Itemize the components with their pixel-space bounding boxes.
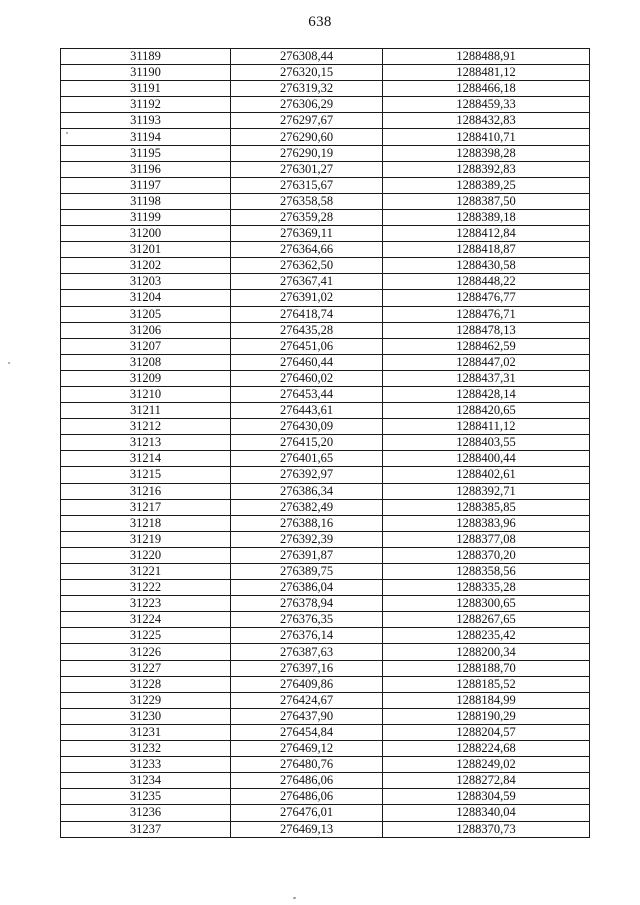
y-coordinate-cell: 1288249,02 <box>383 757 590 773</box>
point-number-cell: 31228 <box>61 676 231 692</box>
table-row <box>61 660 590 676</box>
table-row <box>61 81 590 97</box>
table-row <box>61 338 590 354</box>
x-coordinate-cell: 276392,39 <box>231 531 383 547</box>
y-coordinate-cell: 1288204,57 <box>383 724 590 740</box>
table-row <box>61 435 590 451</box>
table-row <box>61 177 590 193</box>
point-number-cell: 31202 <box>61 258 231 274</box>
point-number-cell: 31191 <box>61 81 231 97</box>
page-number: 638 <box>308 14 332 30</box>
point-number-cell: 31221 <box>61 564 231 580</box>
y-coordinate-cell: 1288358,56 <box>383 564 590 580</box>
point-number-cell: 31200 <box>61 226 231 242</box>
y-coordinate-cell: 1288402,61 <box>383 467 590 483</box>
point-number-cell: 31213 <box>61 435 231 451</box>
x-coordinate-cell: 276401,65 <box>231 451 383 467</box>
x-coordinate-cell: 276378,94 <box>231 596 383 612</box>
y-coordinate-cell: 1288383,96 <box>383 515 590 531</box>
y-coordinate-cell: 1288411,12 <box>383 419 590 435</box>
point-number-cell: 31198 <box>61 193 231 209</box>
point-number-cell: 31237 <box>61 821 231 837</box>
point-number-cell: 31225 <box>61 628 231 644</box>
table-row <box>61 531 590 547</box>
table-row <box>61 741 590 757</box>
table-row <box>61 258 590 274</box>
scan-speck <box>293 897 296 899</box>
table-row <box>61 773 590 789</box>
x-coordinate-cell: 276308,44 <box>231 49 383 65</box>
point-number-cell: 31209 <box>61 370 231 386</box>
point-number-cell: 31194 <box>61 129 231 145</box>
y-coordinate-cell: 1288200,34 <box>383 644 590 660</box>
point-number-cell: 31199 <box>61 209 231 225</box>
y-coordinate-cell: 1288398,28 <box>383 145 590 161</box>
table-row <box>61 612 590 628</box>
x-coordinate-cell: 276460,44 <box>231 354 383 370</box>
x-coordinate-cell: 276486,06 <box>231 773 383 789</box>
point-number-cell: 31224 <box>61 612 231 628</box>
table-row <box>61 274 590 290</box>
point-number-cell: 31208 <box>61 354 231 370</box>
table-row <box>61 322 590 338</box>
point-number-cell: 31227 <box>61 660 231 676</box>
x-coordinate-cell: 276486,06 <box>231 789 383 805</box>
x-coordinate-cell: 276306,29 <box>231 97 383 113</box>
y-coordinate-cell: 1288432,83 <box>383 113 590 129</box>
y-coordinate-cell: 1288459,33 <box>383 97 590 113</box>
table-row <box>61 580 590 596</box>
x-coordinate-cell: 276364,66 <box>231 242 383 258</box>
x-coordinate-cell: 276387,63 <box>231 644 383 660</box>
point-number-cell: 31195 <box>61 145 231 161</box>
y-coordinate-cell: 1288224,68 <box>383 741 590 757</box>
point-number-cell: 31189 <box>61 49 231 65</box>
table-row <box>61 354 590 370</box>
point-number-cell: 31205 <box>61 306 231 322</box>
y-coordinate-cell: 1288410,71 <box>383 129 590 145</box>
point-number-cell: 31215 <box>61 467 231 483</box>
y-coordinate-cell: 1288267,65 <box>383 612 590 628</box>
coordinates-table-body <box>61 49 590 838</box>
table-row <box>61 724 590 740</box>
y-coordinate-cell: 1288478,13 <box>383 322 590 338</box>
table-row <box>61 628 590 644</box>
table-row <box>61 129 590 145</box>
point-number-cell: 31190 <box>61 65 231 81</box>
table-row <box>61 306 590 322</box>
point-number-cell: 31204 <box>61 290 231 306</box>
y-coordinate-cell: 1288403,55 <box>383 435 590 451</box>
point-number-cell: 31220 <box>61 547 231 563</box>
table-row <box>61 708 590 724</box>
table-row <box>61 242 590 258</box>
x-coordinate-cell: 276319,32 <box>231 81 383 97</box>
y-coordinate-cell: 1288272,84 <box>383 773 590 789</box>
x-coordinate-cell: 276386,04 <box>231 580 383 596</box>
x-coordinate-cell: 276469,12 <box>231 741 383 757</box>
table-row <box>61 596 590 612</box>
y-coordinate-cell: 1288412,84 <box>383 226 590 242</box>
y-coordinate-cell: 1288300,65 <box>383 596 590 612</box>
x-coordinate-cell: 276290,19 <box>231 145 383 161</box>
table-row <box>61 290 590 306</box>
point-number-cell: 31226 <box>61 644 231 660</box>
y-coordinate-cell: 1288437,31 <box>383 370 590 386</box>
y-coordinate-cell: 1288466,18 <box>383 81 590 97</box>
y-coordinate-cell: 1288392,71 <box>383 483 590 499</box>
point-number-cell: 31222 <box>61 580 231 596</box>
y-coordinate-cell: 1288190,29 <box>383 708 590 724</box>
point-number-cell: 31232 <box>61 741 231 757</box>
x-coordinate-cell: 276367,41 <box>231 274 383 290</box>
x-coordinate-cell: 276437,90 <box>231 708 383 724</box>
x-coordinate-cell: 276388,16 <box>231 515 383 531</box>
x-coordinate-cell: 276392,97 <box>231 467 383 483</box>
point-number-cell: 31218 <box>61 515 231 531</box>
coordinates-table <box>60 48 590 838</box>
y-coordinate-cell: 1288392,83 <box>383 161 590 177</box>
table-row <box>61 386 590 402</box>
point-number-cell: 31197 <box>61 177 231 193</box>
table-row <box>61 209 590 225</box>
point-number-cell: 31193 <box>61 113 231 129</box>
x-coordinate-cell: 276454,84 <box>231 724 383 740</box>
y-coordinate-cell: 1288400,44 <box>383 451 590 467</box>
table-row <box>61 193 590 209</box>
point-number-cell: 31210 <box>61 386 231 402</box>
y-coordinate-cell: 1288428,14 <box>383 386 590 402</box>
x-coordinate-cell: 276389,75 <box>231 564 383 580</box>
point-number-cell: 31233 <box>61 757 231 773</box>
table-row <box>61 226 590 242</box>
x-coordinate-cell: 276376,14 <box>231 628 383 644</box>
table-row <box>61 564 590 580</box>
x-coordinate-cell: 276424,67 <box>231 692 383 708</box>
x-coordinate-cell: 276460,02 <box>231 370 383 386</box>
y-coordinate-cell: 1288304,59 <box>383 789 590 805</box>
x-coordinate-cell: 276415,20 <box>231 435 383 451</box>
point-number-cell: 31229 <box>61 692 231 708</box>
point-number-cell: 31236 <box>61 805 231 821</box>
x-coordinate-cell: 276453,44 <box>231 386 383 402</box>
y-coordinate-cell: 1288377,08 <box>383 531 590 547</box>
x-coordinate-cell: 276476,01 <box>231 805 383 821</box>
x-coordinate-cell: 276301,27 <box>231 161 383 177</box>
x-coordinate-cell: 276451,06 <box>231 338 383 354</box>
x-coordinate-cell: 276469,13 <box>231 821 383 837</box>
table-row <box>61 145 590 161</box>
y-coordinate-cell: 1288447,02 <box>383 354 590 370</box>
table-row <box>61 65 590 81</box>
table-row <box>61 161 590 177</box>
y-coordinate-cell: 1288476,71 <box>383 306 590 322</box>
x-coordinate-cell: 276382,49 <box>231 499 383 515</box>
y-coordinate-cell: 1288448,22 <box>383 274 590 290</box>
point-number-cell: 31214 <box>61 451 231 467</box>
table-row <box>61 692 590 708</box>
table-row <box>61 370 590 386</box>
table-row <box>61 805 590 821</box>
table-row <box>61 419 590 435</box>
x-coordinate-cell: 276369,11 <box>231 226 383 242</box>
y-coordinate-cell: 1288389,25 <box>383 177 590 193</box>
y-coordinate-cell: 1288370,20 <box>383 547 590 563</box>
table-row <box>61 789 590 805</box>
y-coordinate-cell: 1288389,18 <box>383 209 590 225</box>
table-row <box>61 113 590 129</box>
x-coordinate-cell: 276359,28 <box>231 209 383 225</box>
table-row <box>61 403 590 419</box>
x-coordinate-cell: 276386,34 <box>231 483 383 499</box>
point-number-cell: 31219 <box>61 531 231 547</box>
point-number-cell: 31207 <box>61 338 231 354</box>
x-coordinate-cell: 276443,61 <box>231 403 383 419</box>
point-number-cell: 31230 <box>61 708 231 724</box>
point-number-cell: 31192 <box>61 97 231 113</box>
point-number-cell: 31203 <box>61 274 231 290</box>
table-row <box>61 499 590 515</box>
x-coordinate-cell: 276397,16 <box>231 660 383 676</box>
x-coordinate-cell: 276480,76 <box>231 757 383 773</box>
y-coordinate-cell: 1288188,70 <box>383 660 590 676</box>
point-number-cell: 31223 <box>61 596 231 612</box>
x-coordinate-cell: 276418,74 <box>231 306 383 322</box>
point-number-cell: 31216 <box>61 483 231 499</box>
table-row <box>61 483 590 499</box>
table-row <box>61 547 590 563</box>
y-coordinate-cell: 1288370,73 <box>383 821 590 837</box>
point-number-cell: 31212 <box>61 419 231 435</box>
x-coordinate-cell: 276376,35 <box>231 612 383 628</box>
y-coordinate-cell: 1288481,12 <box>383 65 590 81</box>
x-coordinate-cell: 276290,60 <box>231 129 383 145</box>
x-coordinate-cell: 276362,50 <box>231 258 383 274</box>
y-coordinate-cell: 1288235,42 <box>383 628 590 644</box>
table-row <box>61 49 590 65</box>
table-row <box>61 515 590 531</box>
x-coordinate-cell: 276391,87 <box>231 547 383 563</box>
table-row <box>61 676 590 692</box>
scan-speck <box>66 132 68 134</box>
table-row <box>61 757 590 773</box>
point-number-cell: 31234 <box>61 773 231 789</box>
y-coordinate-cell: 1288335,28 <box>383 580 590 596</box>
point-number-cell: 31235 <box>61 789 231 805</box>
x-coordinate-cell: 276315,67 <box>231 177 383 193</box>
point-number-cell: 31196 <box>61 161 231 177</box>
point-number-cell: 31206 <box>61 322 231 338</box>
y-coordinate-cell: 1288430,58 <box>383 258 590 274</box>
table-row <box>61 451 590 467</box>
point-number-cell: 31201 <box>61 242 231 258</box>
point-number-cell: 31231 <box>61 724 231 740</box>
y-coordinate-cell: 1288488,91 <box>383 49 590 65</box>
x-coordinate-cell: 276409,86 <box>231 676 383 692</box>
table-row <box>61 467 590 483</box>
y-coordinate-cell: 1288385,85 <box>383 499 590 515</box>
y-coordinate-cell: 1288184,99 <box>383 692 590 708</box>
y-coordinate-cell: 1288185,52 <box>383 676 590 692</box>
y-coordinate-cell: 1288418,87 <box>383 242 590 258</box>
y-coordinate-cell: 1288462,59 <box>383 338 590 354</box>
table-row <box>61 821 590 837</box>
x-coordinate-cell: 276358,58 <box>231 193 383 209</box>
x-coordinate-cell: 276320,15 <box>231 65 383 81</box>
scan-speck <box>8 362 10 364</box>
x-coordinate-cell: 276430,09 <box>231 419 383 435</box>
table-row <box>61 97 590 113</box>
y-coordinate-cell: 1288420,65 <box>383 403 590 419</box>
y-coordinate-cell: 1288387,50 <box>383 193 590 209</box>
x-coordinate-cell: 276391,02 <box>231 290 383 306</box>
table-row <box>61 644 590 660</box>
point-number-cell: 31217 <box>61 499 231 515</box>
y-coordinate-cell: 1288340,04 <box>383 805 590 821</box>
x-coordinate-cell: 276297,67 <box>231 113 383 129</box>
x-coordinate-cell: 276435,28 <box>231 322 383 338</box>
point-number-cell: 31211 <box>61 403 231 419</box>
y-coordinate-cell: 1288476,77 <box>383 290 590 306</box>
